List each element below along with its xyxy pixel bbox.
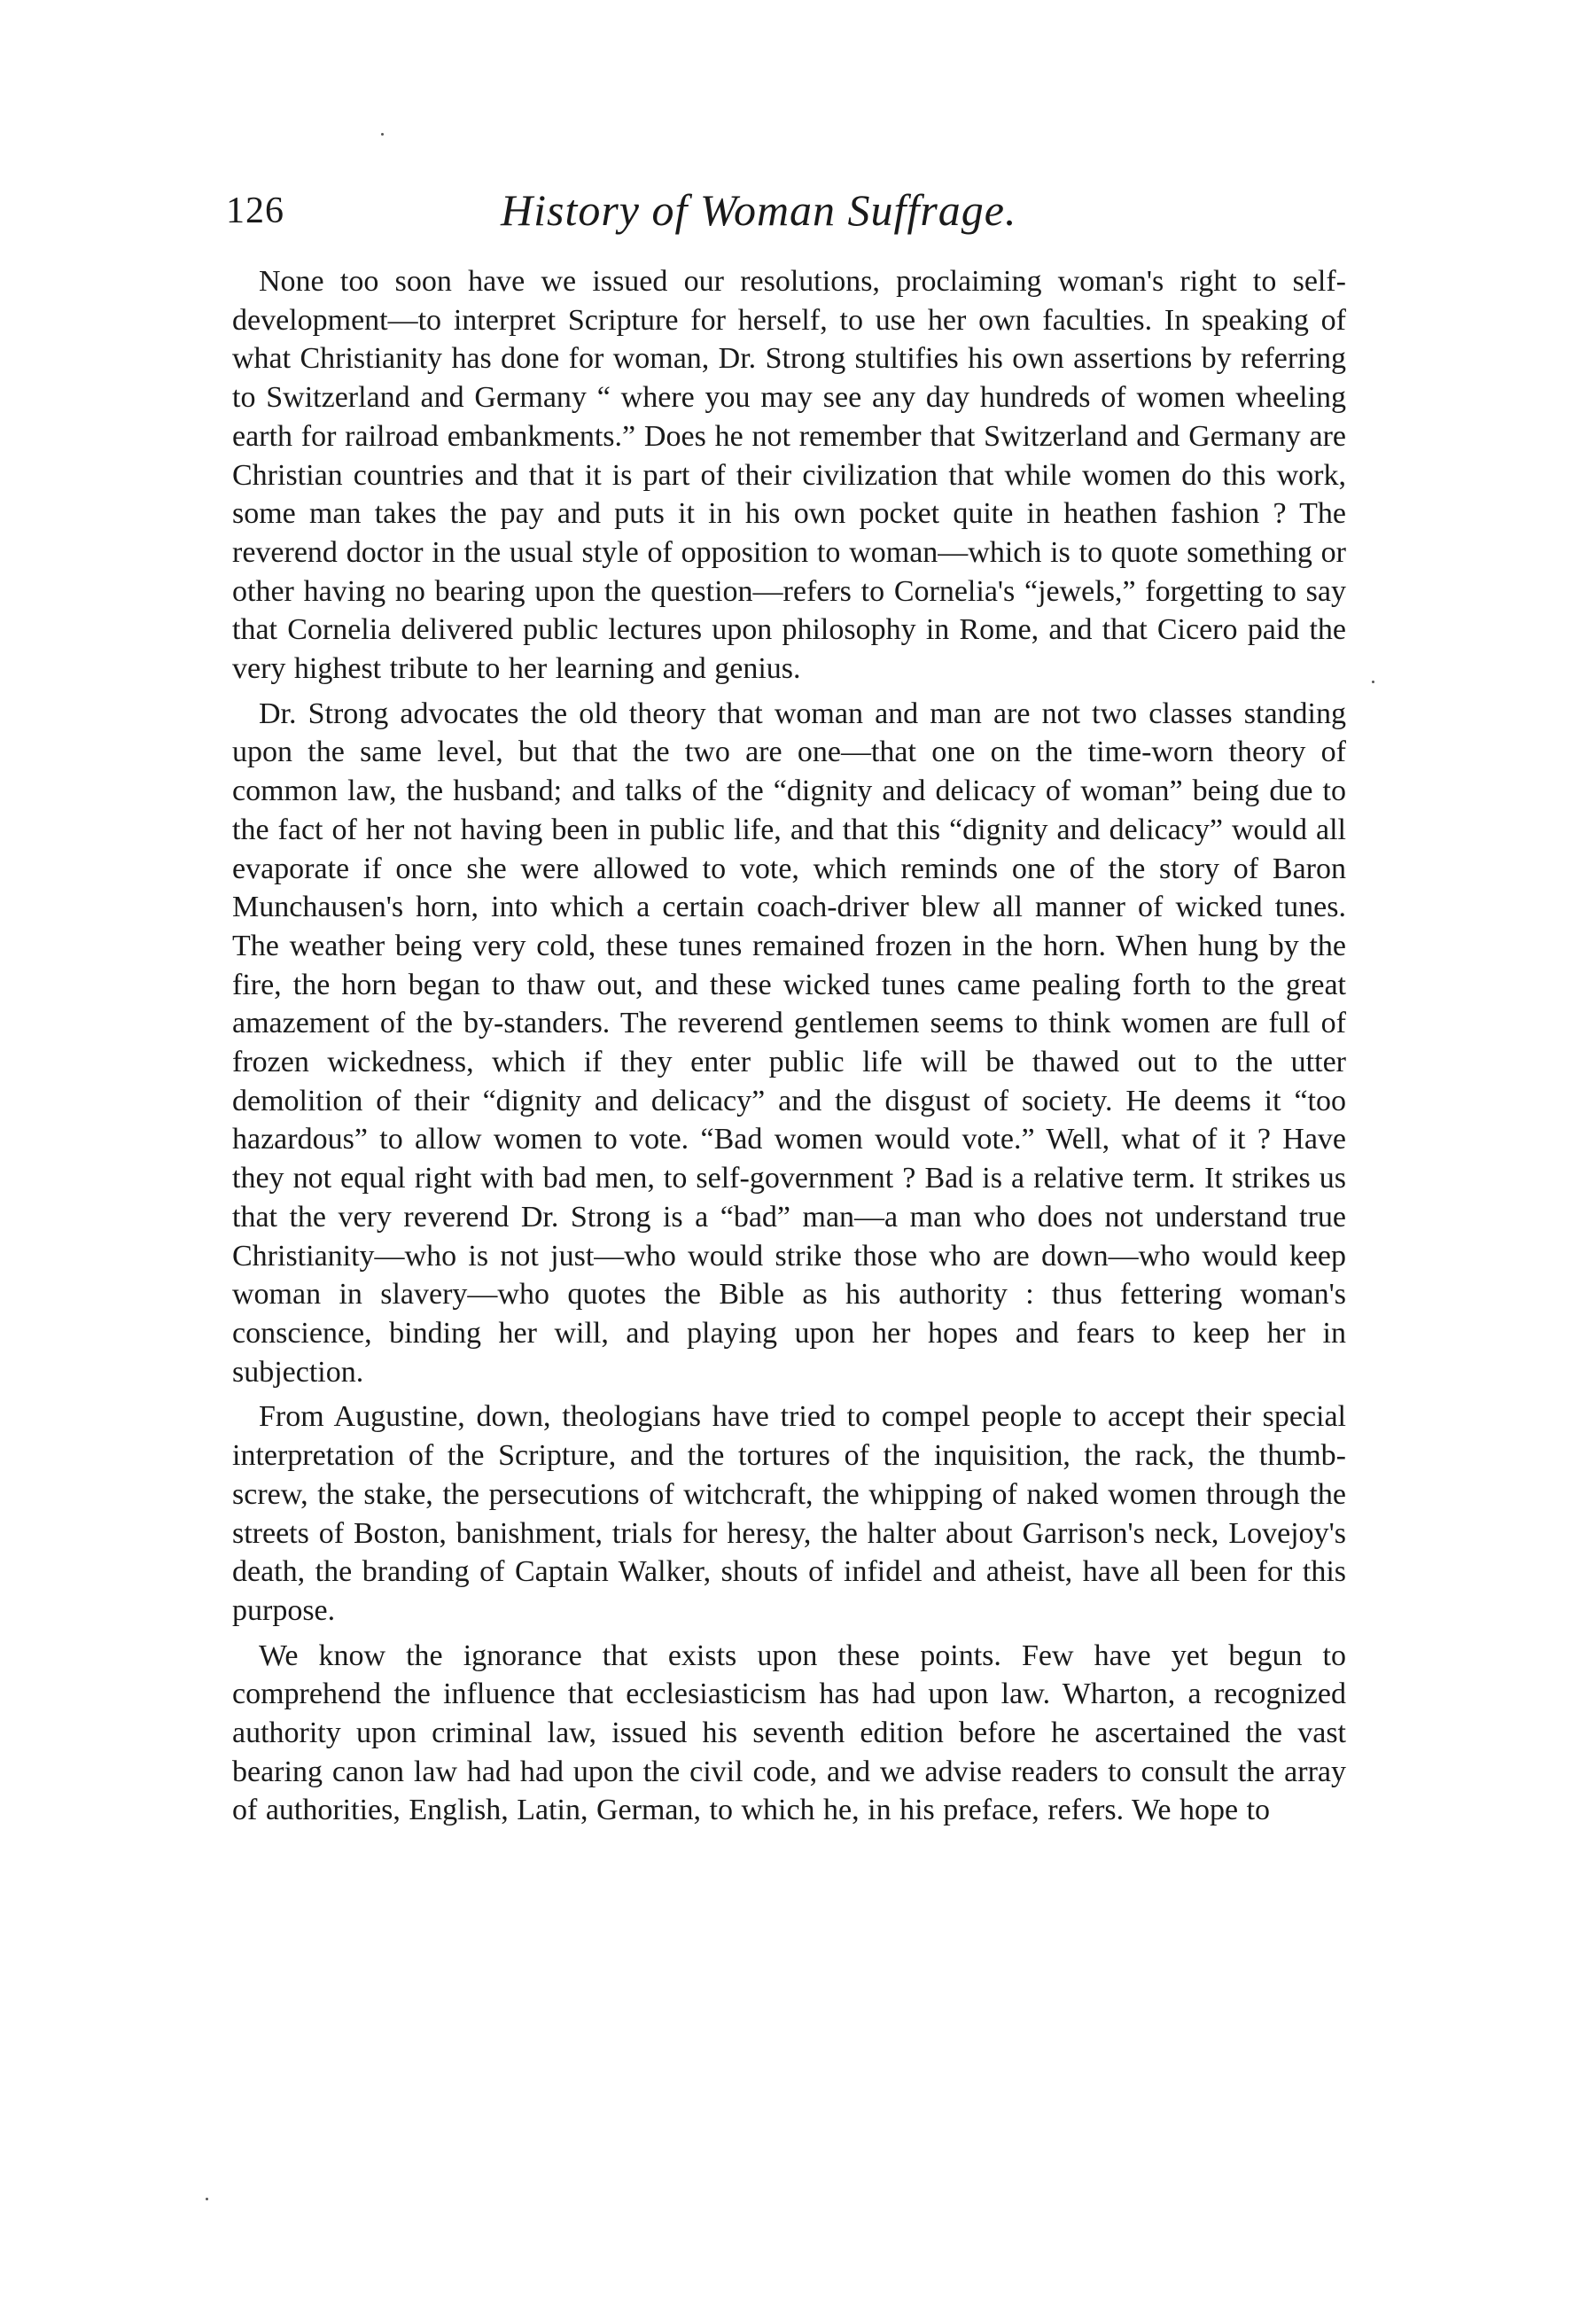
paragraph: Dr. Strong advocates the old theory that woman and man are not two classes standing upon the same level, but that the two are one—that one on the time-worn theory of common law, the husband; and talks of the “dignity and delicacy of woman” being due to the fact of her not having been in public life, and that this “dignity and delicacy” would all evaporate if once she were allowed to vote, which reminds one of the story of Baron Munchausen's horn, into which a certain coach-driver blew all manner of wicked tunes. The weather being very cold, these tunes remained frozen in the horn. When hung by the fire, the horn began to thaw out, and these wicked tunes came pealing forth to the great amazement of the by-standers. The reverend gentlemen seems to think women are full of frozen wickedness, which if they enter public life will be thawed out to the utter demolition of their “dignity and delicacy” and the disgust of society. He deems it “too hazardous” to allow women to vote. “Bad women would vote.” Well, what of it ? Have they not equal right with bad men, to self-government ? Bad is a relative term. It strikes us that the very reverend Dr. Strong is a “bad” man—a man who does not understand true Christianity—who is not just—who would strike those who are down—who would keep woman in slavery—who quotes the Bible as his authority : thus fettering woman's conscience, binding her will, and playing upon her hopes and fears to keep her in subjection. — [232, 697, 1346, 1389]
body-text — [232, 262, 1346, 1836]
paragraph: From Augustine, down, theologians have tried to compel people to accept their special interpretation of the Scripture, and the tortures of the inquisition, the rack, the thumb-screw, the stake, the persecutions of witchcraft, the whipping of naked women through the streets of Boston, banishment, trials for heresy, the halter about Garrison's neck, Lovejoy's death, the branding of Captain Walker, shouts of infidel and atheist, have all been for this purpose. — [232, 1400, 1346, 1627]
print-speck — [381, 133, 384, 136]
print-speck — [1372, 681, 1374, 683]
page-number: 126 — [226, 191, 284, 231]
running-title: History of Woman Suffrage. — [501, 185, 1017, 235]
print-speck — [206, 2198, 208, 2200]
paragraph: We know the ignorance that exists upon these points. Few have yet begun to comprehend the influence that ecclesiasticism has had upon law. Wharton, a recognized authority upon criminal law, issued his seventh edition before he ascertained the vast bearing canon law had had upon the civil code, and we advise readers to consult the array of authorities, English, Latin, German, to which he, in his preface, refers. We hope to — [232, 1639, 1346, 1827]
paragraph: None too soon have we issued our resolutions, proclaiming woman's right to self-development—to interpret Scripture for herself, to use her own faculties. In speaking of what Christianity has done for woman, Dr. Strong stultifies his own assertions by referring to Switzerland and Germany “ where you may see any day hundreds of women wheeling earth for railroad embankments.” Does he not remember that Switzerland and Germany are Christian countries and that it is part of their civilization that while women do this work, some man takes the pay and puts it in his own pocket quite in heathen fashion ? The reverend doctor in the usual style of opposition to woman—which is to quote something or other having no bearing upon the question—refers to Cornelia's “jewels,” forgetting to say that Cornelia delivered public lectures upon philosophy in Rome, and that Cicero paid the very highest tribute to her learning and genius. — [232, 265, 1346, 686]
page-header — [226, 184, 1112, 246]
